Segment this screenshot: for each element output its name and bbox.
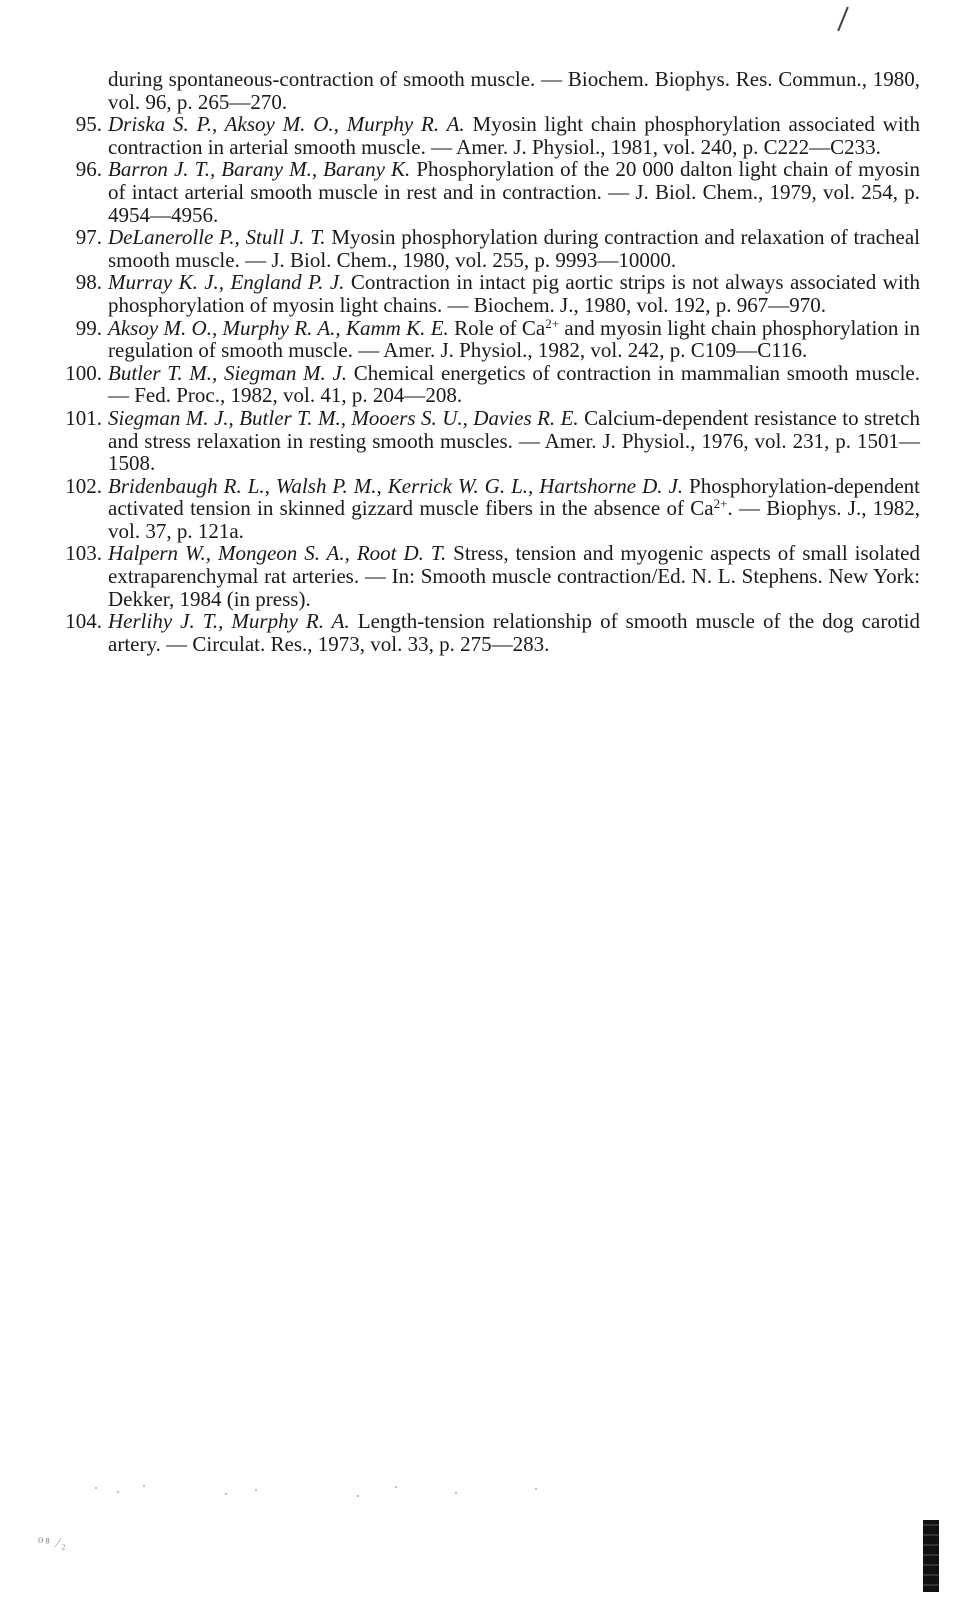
reference-authors: Siegman M. J., Butler T. M., Mooers S. U., Davies R. E. <box>108 405 585 430</box>
reference-104 <box>50 610 920 655</box>
reference-number: 99. <box>75 315 102 340</box>
reference-text: Contraction in intact pig aortic strips is not always associated with phosphorylation of myosin light chains. — Biochem. J., 1980, vol. 192, p. 967—970. <box>108 270 920 317</box>
corner-slash-mark <box>837 7 849 32</box>
reference-text: Phosphorylation of the 20 000 dalton light chain of myosin of intact arterial smooth muscle in rest and in contraction. — J. Biol. Chem., 1979, vol. 254, p. 4954—4956. <box>108 157 920 227</box>
reference-text: Chemical energetics of contraction in mammalian smooth muscle. — Fed. Proc., 1982, vol. 41, p. 204—208. <box>108 360 920 408</box>
reference-97 <box>50 226 920 271</box>
reference-96 <box>50 158 920 226</box>
superscript-charge: 2+ <box>545 315 560 331</box>
scan-speckles <box>95 1483 555 1503</box>
reference-101 <box>50 407 920 475</box>
reference-authors: Driska S. P., Aksoy M. O., Murphy R. A. <box>108 112 473 137</box>
reference-95 <box>50 113 920 158</box>
reference-number: 100. <box>65 360 102 385</box>
reference-number: 103. <box>65 541 102 566</box>
reference-text: Stress, tension and myogenic aspects of small isolated extraparenchymal rat arteries. — In: Smooth muscle contraction/Ed. N. L. Stephens. New York: Dekker, 1984 (in press). <box>108 541 920 611</box>
reference-number: 97. <box>75 225 102 250</box>
margin-scan-mark: ⁰⁸ ⁄₂ <box>38 1535 68 1550</box>
reference-authors: Herlihy J. T., Murphy R. A. <box>108 609 358 634</box>
reference-continuation <box>50 68 920 113</box>
reference-authors: Barron J. T., Barany M., Barany K. <box>108 157 417 182</box>
reference-text: Myosin phosphorylation during contraction and relaxation of tracheal smooth muscle. — J. Biol. Chem., 1980, vol. 255, p. 9993—10000. <box>108 225 920 272</box>
reference-text-start: Phosphorylation-dependent activated tension in skinned gizzard muscle fibers in the absence of Ca <box>108 473 920 521</box>
reference-authors: DeLanerolle P., Stull J. T. <box>108 225 332 250</box>
reference-list <box>50 68 920 655</box>
reference-text-start: Role of Ca <box>454 315 546 340</box>
reference-number: 101. <box>65 405 102 430</box>
reference-text: Calcium-dependent resistance to stretch and stress relaxation in resting smooth muscles. — Amer. J. Physiol., 1976, vol. 231, p. 1501—1508. <box>108 405 920 476</box>
reference-100 <box>50 362 920 407</box>
reference-text: during spontaneous-contraction of smooth muscle. — Biochem. Biophys. Res. Commun., 1980, vol. 96, p. 265—270. <box>108 67 920 114</box>
reference-authors: Halpern W., Mongeon S. A., Root D. T. <box>108 541 454 566</box>
scan-edge-bar <box>923 1520 939 1592</box>
reference-99 <box>50 317 920 362</box>
reference-text: Myosin light chain phosphorylation associated with contraction in arterial smooth muscle. — Amer. J. Physiol., 1981, vol. 240, p. C222—C233. <box>108 112 920 159</box>
reference-text-end: and myosin light chain phosphorylation in regulation of smooth muscle. — Amer. J. Physiol., 1982, vol. 242, p. C109—C116. <box>108 315 920 363</box>
reference-authors: Butler T. M., Siegman M. J. <box>108 360 354 385</box>
reference-number: 96. <box>75 157 102 182</box>
reference-number: 98. <box>75 270 102 295</box>
reference-number: 102. <box>65 473 102 498</box>
reference-text-end: . — Biophys. J., 1982, vol. 37, p. 121a. <box>108 496 921 543</box>
reference-text: Length-tension relationship of smooth muscle of the dog carotid artery. — Circulat. Res., 1973, vol. 33, p. 275—283. <box>108 609 920 656</box>
reference-authors: Bridenbaugh R. L., Walsh P. M., Kerrick W. G. L., Hartshorne D. J. <box>108 473 690 498</box>
reference-authors: Murray K. J., England P. J. <box>108 270 351 295</box>
reference-authors: Aksoy M. O., Murphy R. A., Kamm K. E. <box>108 315 455 340</box>
superscript-charge: 2+ <box>713 496 728 512</box>
reference-number: 104. <box>65 609 102 634</box>
reference-number: 95. <box>75 112 102 137</box>
reference-102 <box>50 475 920 543</box>
reference-103 <box>50 542 920 610</box>
reference-98 <box>50 271 920 316</box>
